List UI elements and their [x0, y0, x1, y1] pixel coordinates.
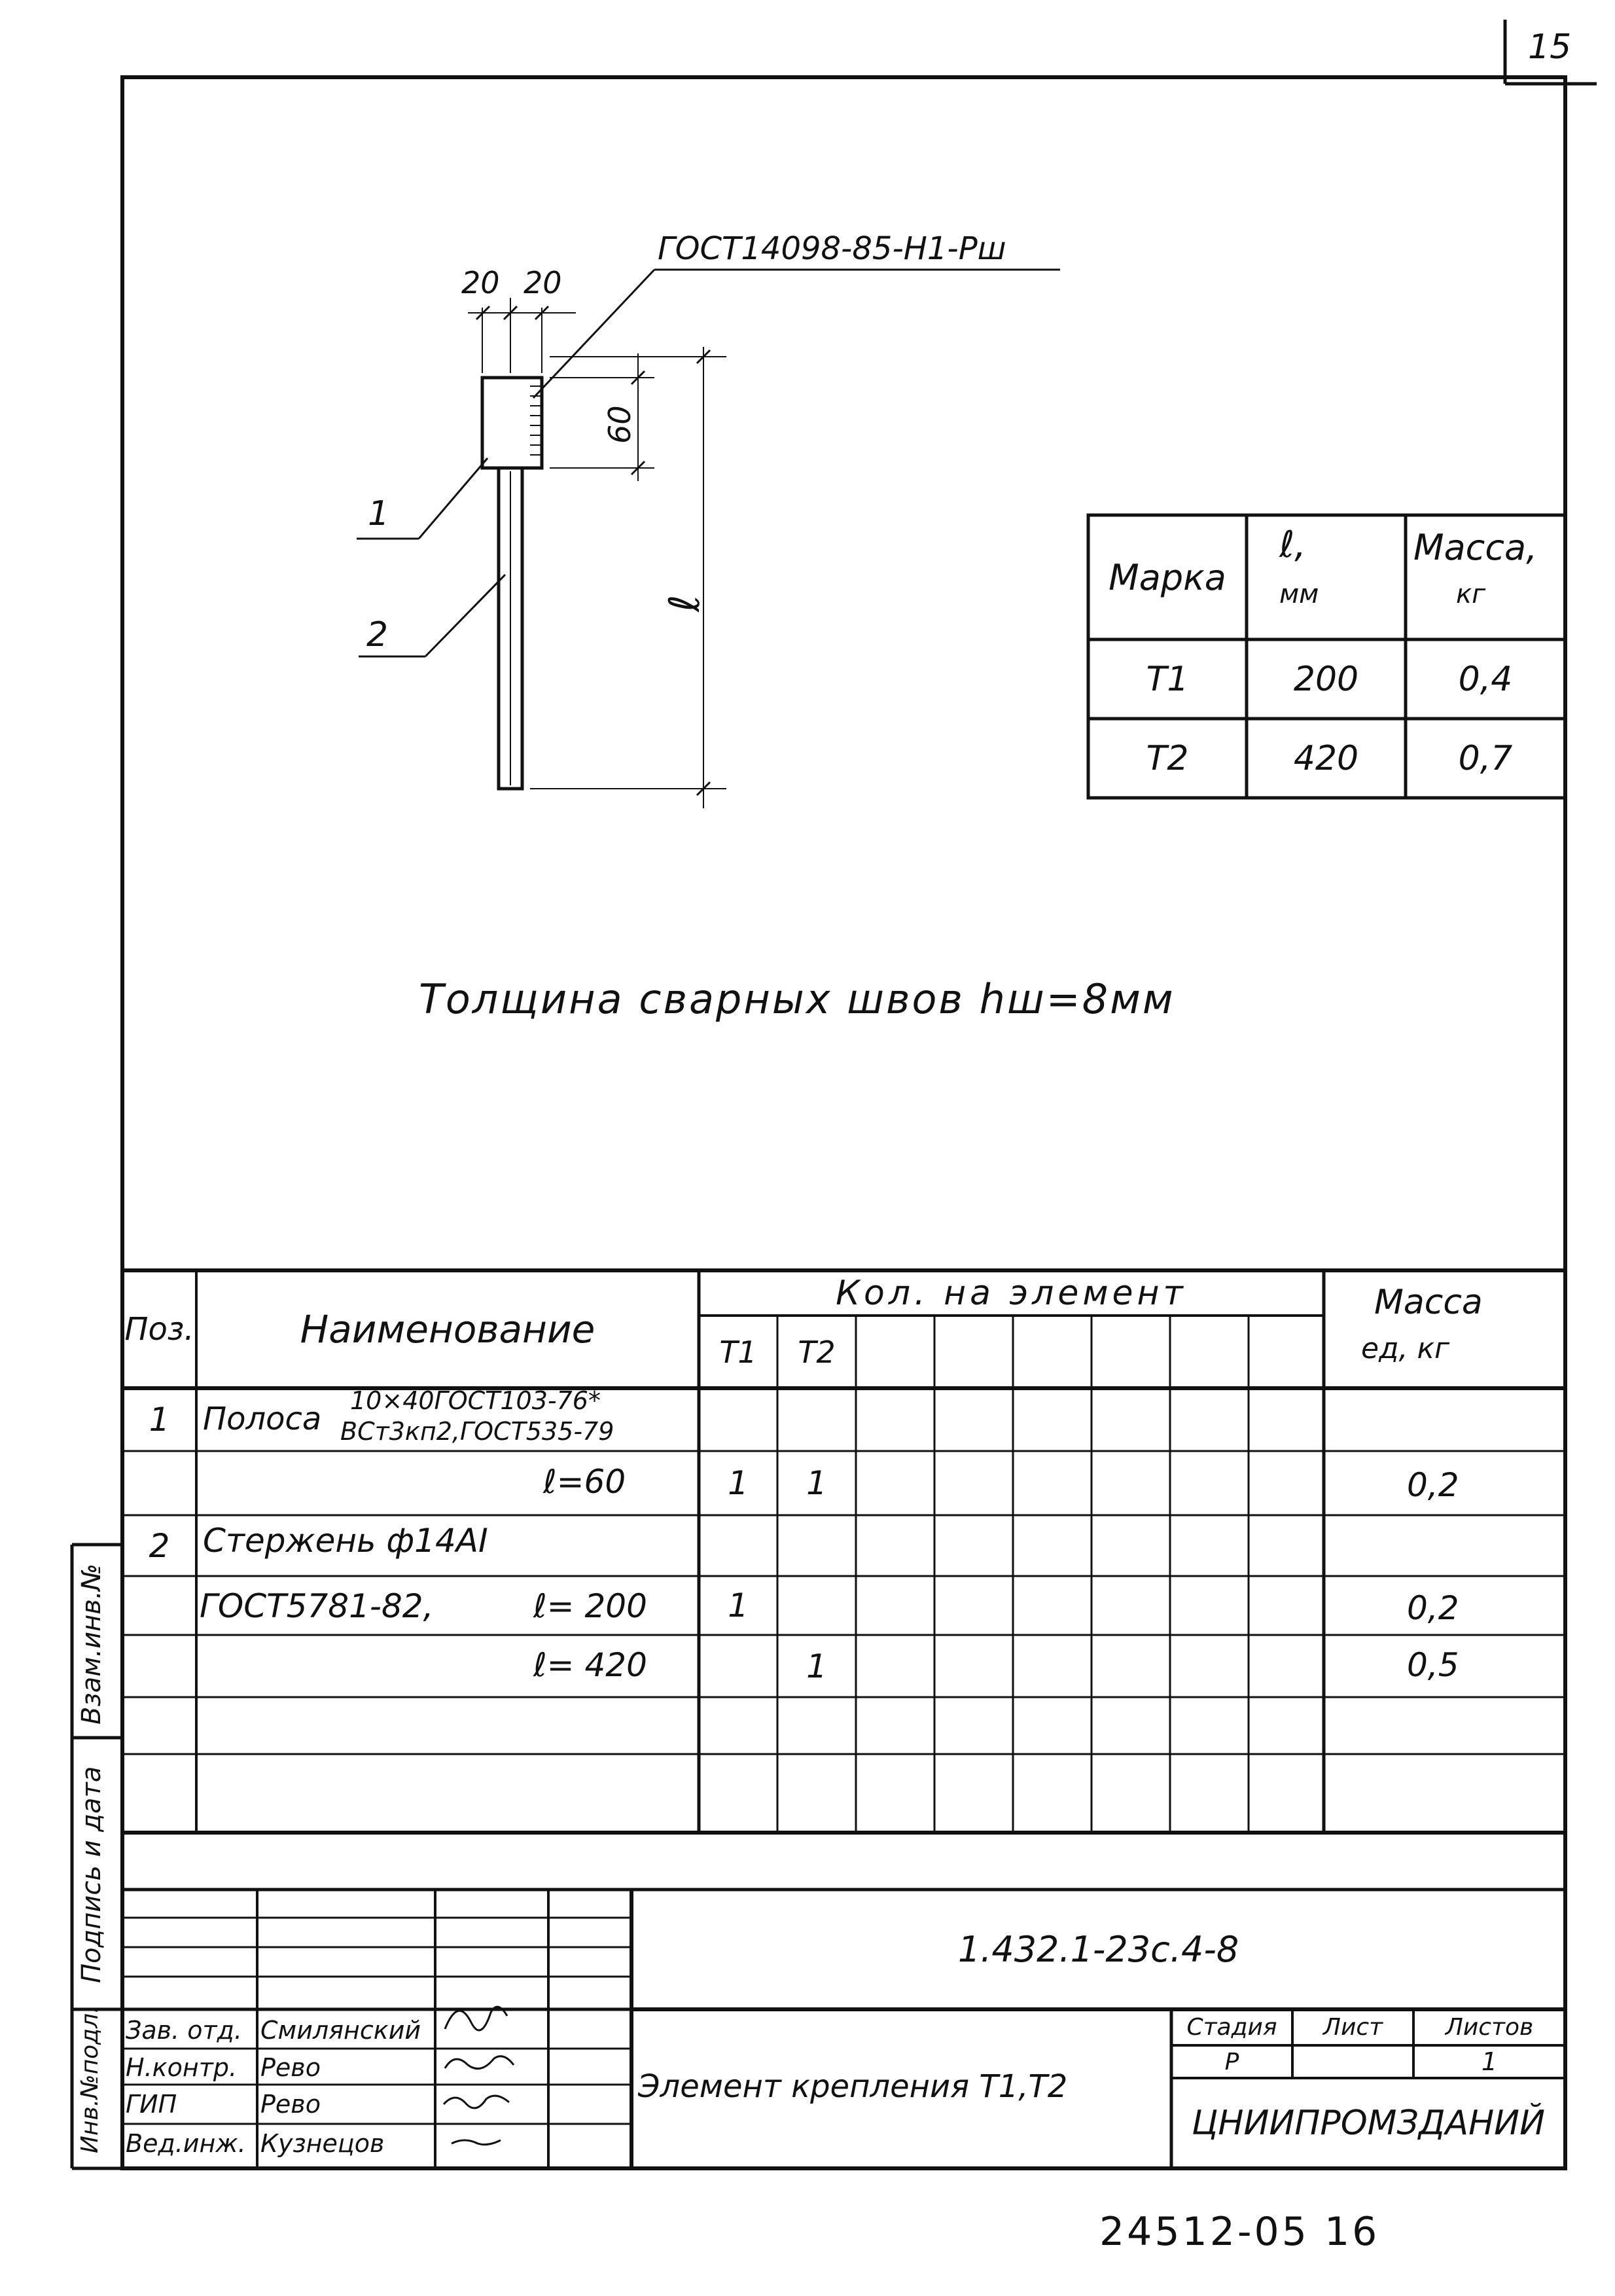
spec-header-name: Наименование	[300, 1307, 595, 1352]
stamp-role-1: Зав. отд.	[126, 2016, 242, 2045]
stamp-role-4: Вед.инж.	[126, 2129, 246, 2158]
dim-60: 60	[602, 405, 637, 444]
stamp-role-2: Н.контр.	[126, 2053, 238, 2082]
side-label-podpis: Подпись и дата	[77, 1766, 107, 1983]
weld-note: Толщина сварных швов hш=8мм	[419, 975, 1175, 1023]
spec-row-2-t1: 1	[728, 1464, 749, 1502]
leader-2-label: 2	[366, 615, 389, 655]
mass-table-row-2-mark: Т2	[1146, 738, 1189, 778]
stamp-title: Элемент крепления Т1,Т2	[638, 2068, 1068, 2105]
mass-table-header-l: ℓ,	[1279, 524, 1306, 566]
mass-table-row-1-mass: 0,4	[1458, 659, 1513, 699]
doc-code: 1.432.1-23с.4-8	[957, 1929, 1239, 1970]
stamp-name-3: Рево	[260, 2090, 321, 2119]
dim-l: ℓ	[661, 594, 709, 612]
stamp-stage-label: Стадия	[1186, 2014, 1277, 2041]
weld-gost-label: ГОСТ14098-85-Н1-Рш	[658, 230, 1006, 267]
stamp-name-4: Кузнецов	[260, 2129, 385, 2158]
spec-row-3-pos: 2	[149, 1526, 170, 1565]
spec-row-1-name: Полоса	[203, 1401, 322, 1437]
spec-row-2-name: ℓ=60	[543, 1463, 626, 1501]
mass-table-row-2-mass: 0,7	[1458, 738, 1513, 778]
dim-top-b: 20	[524, 265, 562, 300]
stamp-sheets-label: Листов	[1445, 2014, 1534, 2041]
spec-row-1-name-top: 10×40ГОСТ103-76*	[350, 1386, 601, 1415]
spec-header-t1: Т1	[719, 1334, 757, 1370]
spec-row-4-t1: 1	[728, 1587, 749, 1624]
spec-header-qty: Кол. на элемент	[836, 1273, 1187, 1313]
spec-row-1-pos: 1	[149, 1401, 170, 1439]
spec-row-3-name: Стержень ф14АI	[203, 1522, 488, 1560]
side-label-inv-podl: Инв.№подл.	[77, 2005, 103, 2153]
mass-table-row-2-l: 420	[1293, 738, 1359, 778]
leader-1-label: 1	[368, 494, 390, 533]
spec-row-5-t2: 1	[806, 1647, 827, 1685]
stamp-organization: ЦНИИПРОМЗДАНИЙ	[1192, 2104, 1545, 2143]
mass-table-row-1-mark: Т1	[1146, 659, 1189, 699]
spec-row-4-mass: 0,2	[1407, 1589, 1459, 1627]
spec-header-mass-unit: ед, кг	[1361, 1332, 1450, 1365]
spec-row-4-name-right: ℓ= 200	[533, 1587, 647, 1625]
stamp-sheet-label: Лист	[1322, 2014, 1383, 2041]
mass-table-header-l-unit: мм	[1279, 579, 1319, 609]
mass-table-header-mark: Марка	[1109, 556, 1226, 598]
footer-code: 24512-05 16	[1099, 2209, 1380, 2255]
dim-top-a: 20	[461, 265, 500, 300]
stamp-name-1: Смилянский	[260, 2016, 421, 2045]
spec-header-pos: Поз.	[124, 1311, 194, 1348]
spec-header-t2: Т2	[798, 1334, 836, 1370]
mass-table-row-1-l: 200	[1293, 659, 1359, 699]
spec-row-1-name-bottom: ВСт3кп2,ГОСТ535-79	[340, 1417, 614, 1446]
spec-row-5-name: ℓ= 420	[533, 1646, 647, 1684]
stamp-stage-value: Р	[1224, 2048, 1239, 2075]
spec-row-4-name: ГОСТ5781-82,	[200, 1587, 434, 1625]
spec-row-2-t2: 1	[806, 1464, 827, 1502]
side-label-vzam: Взам.инв.№	[77, 1563, 107, 1725]
mass-table-header-mass-unit: кг	[1456, 579, 1486, 609]
spec-row-2-mass: 0,2	[1407, 1466, 1459, 1504]
spec-row-5-mass: 0,5	[1407, 1646, 1459, 1684]
spec-header-mass: Масса	[1374, 1283, 1483, 1322]
mass-table-header-mass: Масса,	[1413, 527, 1538, 568]
page-number: 15	[1528, 27, 1572, 67]
stamp-name-2: Рево	[260, 2053, 321, 2082]
stamp-sheets-value: 1	[1481, 2047, 1498, 2076]
stamp-role-3: ГИП	[126, 2090, 177, 2119]
